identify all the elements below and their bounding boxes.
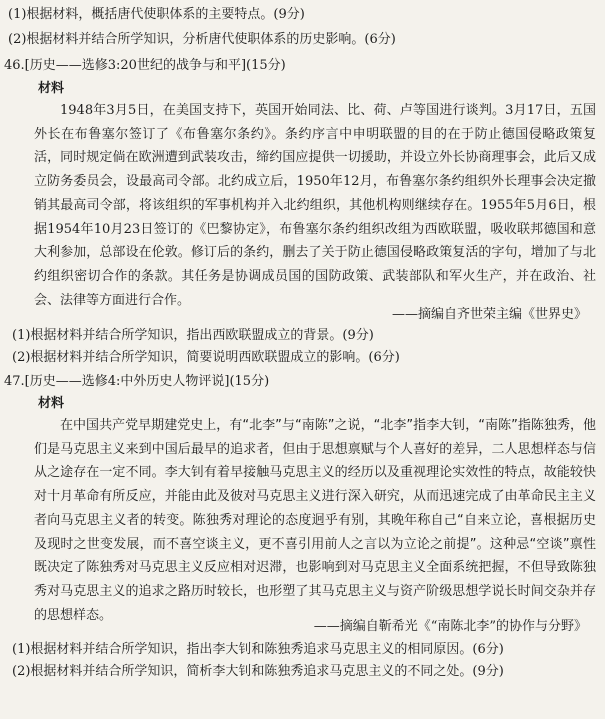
- q46-question-1: (1)根据材料并结合所学知识，指出西欧联盟成立的背景。(9分): [12, 328, 374, 343]
- q47-header: 47.[历史——选修4:中外历史人物评说](15分): [4, 374, 270, 389]
- q46-source: ——摘编自齐世荣主编《世界史》: [391, 307, 587, 322]
- q46-material-label: 材料: [38, 81, 65, 96]
- q47-passage: [34, 414, 596, 627]
- q46-question-2: (2)根据材料并结合所学知识，简要说明西欧联盟成立的影响。(6分): [12, 350, 400, 365]
- q46-header: 46.[历史——选修3:20世纪的战争与和平](15分): [4, 58, 286, 73]
- q47-passage-text: 在中国共产党早期建党史上，有“北李”与“南陈”之说，“北李”指李大钊，“南陈”指陈独秀，他们是马克思主义来到中国后最早的追求者，但由于思想禀赋与个人喜好的差异，二人思想样态与信从之途存在一定不同。李大钊有着早接触马克思主义的经历以及重视理论实效性的特点，故能较快对十月革命有所反应，并能由此及彼对马克思主义进行深入研究，从而迅速完成了由革命民主主义者向马克思主义者的转变。陈独秀对理论的态度迥乎有别，其晚年称自己“自来立论，喜根据历史及现时之世变发展，而不喜空谈主义，更不喜引用前人之言以为立论之前提”。这种忌“空谈”禀性既决定了陈独秀对马克思主义反应相对迟滞，也影响到对马克思主义全面系统把握，不但导致陈独秀对马克思主义的追求之路历时较长，也形塑了其马克思主义与资产阶级思想学说长时间交杂并存的思想样态。: [34, 418, 596, 623]
- q46-passage-text: 1948年3月5日，在美国支持下，英国开始同法、比、荷、卢等国进行谈判。3月17日，五国外长在布鲁塞尔签订了《布鲁塞尔条约》。条约序言中申明联盟的目的在于防止德国侵略政策复活，同时规定倘在欧洲遭到武装攻击，缔约国应提供一切援助，并设立外长协商理事会，此后又成立防务委员会，设最高司令部。北约成立后，1950年12月，布鲁塞尔条约组织外长理事会决定撤销其最高司令部，将该组织的军事机构并入北约组织，其他机构则继续存在。1955年5月6日，根据1954年10月23日签订的《巴黎协定》，布鲁塞尔条约组织改组为西欧联盟，吸收联邦德国和意大利参加，总部设在伦敦。修订后的条约，删去了关于防止德国侵略政策复活的字句，增加了与北约组织密切合作的条款。其任务是协调成员国的国防政策、武装部队和军火生产，并在政治、社会、法律等方面进行合作。: [34, 103, 596, 308]
- q46-passage: [34, 99, 596, 312]
- prev-question-1: (1)根据材料，概括唐代使职体系的主要特点。(9分): [8, 7, 305, 22]
- q47-source: ——摘编自靳希光《“南陈北李”的协作与分野》: [313, 619, 587, 634]
- q47-question-1: (1)根据材料并结合所学知识，指出李大钊和陈独秀追求马克思主义的相同原因。(6分): [12, 642, 504, 657]
- q47-material-label: 材料: [38, 396, 65, 411]
- q47-question-2: (2)根据材料并结合所学知识，简析李大钊和陈独秀追求马克思主义的不同之处。(9分): [12, 664, 504, 679]
- prev-question-2: (2)根据材料并结合所学知识，分析唐代使职体系的历史影响。(6分): [8, 32, 396, 47]
